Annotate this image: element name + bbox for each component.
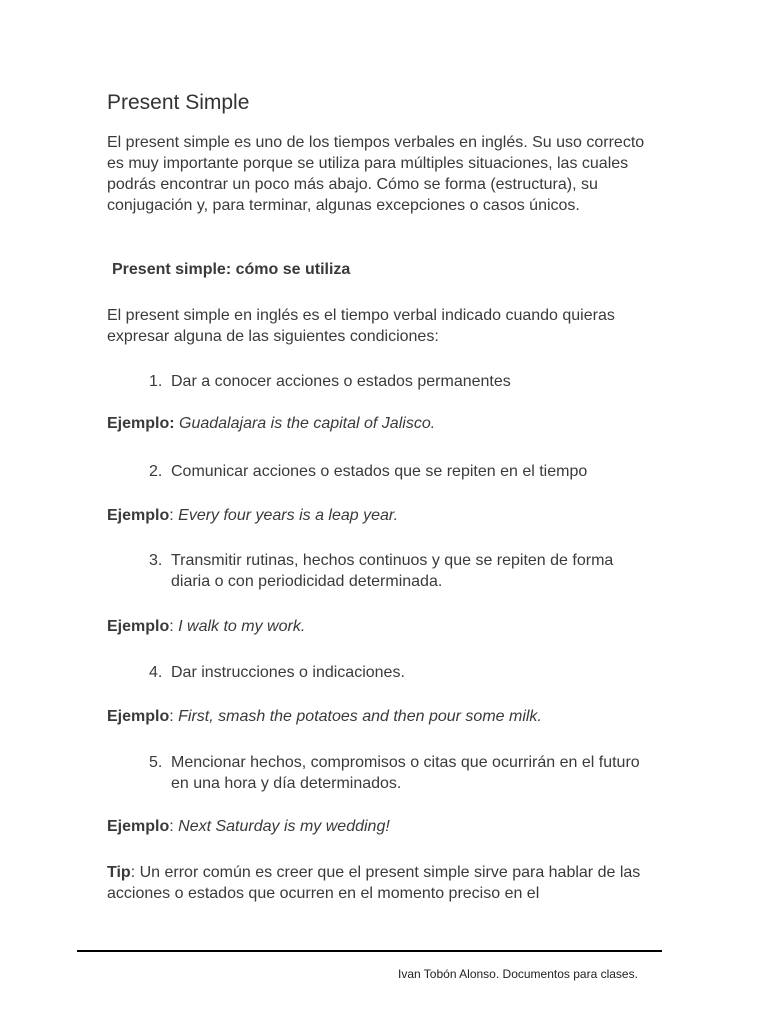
- list-item-text: Transmitir rutinas, hechos continuos y que se repiten de forma diaria o con periodicidad determinada.: [171, 552, 614, 590]
- list-item: [149, 461, 649, 482]
- example-label: Ejemplo:: [107, 415, 175, 432]
- example-separator: :: [169, 507, 174, 524]
- example-line: [107, 818, 390, 836]
- list-item-number: 2.: [149, 463, 163, 480]
- example-line: [107, 708, 542, 726]
- example-label: Ejemplo: [107, 708, 170, 725]
- list-item: [149, 371, 649, 392]
- footer-divider: [77, 950, 662, 952]
- example-label: Ejemplo: [107, 507, 170, 524]
- page-title: Present Simple: [107, 91, 250, 114]
- list-item: [149, 662, 649, 683]
- tip-text: : Un error común es creer que el present simple sirve para hablar de las acciones o estados que ocurren en el momento preciso en el: [107, 864, 641, 902]
- list-item-number: 5.: [149, 754, 163, 771]
- example-line: [107, 507, 398, 525]
- footer-text: Ivan Tobón Alonso. Documentos para clases.: [398, 967, 638, 981]
- example-text: Every four years is a leap year.: [178, 507, 399, 524]
- example-line: [107, 415, 435, 433]
- example-text: First, smash the potatoes and then pour some milk.: [178, 708, 542, 725]
- example-text: I walk to my work.: [178, 618, 306, 635]
- list-item-number: 1.: [149, 373, 163, 390]
- list-item-text: Dar a conocer acciones o estados permanentes: [171, 373, 511, 390]
- section-intro-paragraph: El present simple en inglés es el tiempo verbal indicado cuando quieras expresar alguna de las siguientes condiciones:: [107, 307, 615, 345]
- example-text: Next Saturday is my wedding!: [178, 818, 390, 835]
- list-item: [149, 752, 649, 794]
- list-item: [149, 550, 649, 592]
- list-item-text: Dar instrucciones o indicaciones.: [171, 664, 405, 681]
- list-item-number: 4.: [149, 664, 163, 681]
- tip-label: Tip: [107, 864, 131, 881]
- tip-paragraph: [107, 862, 652, 904]
- example-label: Ejemplo: [107, 818, 170, 835]
- example-separator: :: [169, 818, 174, 835]
- example-text: Guadalajara is the capital of Jalisco.: [179, 415, 436, 432]
- list-item-text: Mencionar hechos, compromisos o citas que ocurrirán en el futuro en una hora y día determinados.: [171, 754, 640, 792]
- example-separator: :: [169, 708, 174, 725]
- section-heading: Present simple: cómo se utiliza: [112, 261, 351, 278]
- list-item-text: Comunicar acciones o estados que se repiten en el tiempo: [171, 463, 588, 480]
- example-separator: :: [169, 618, 174, 635]
- example-label: Ejemplo: [107, 618, 170, 635]
- example-line: [107, 618, 305, 636]
- list-item-number: 3.: [149, 552, 163, 569]
- intro-paragraph: El present simple es uno de los tiempos verbales en inglés. Su uso correcto es muy importante porque se utiliza para múltiples situaciones, las cuales podrás encontrar un poco más abajo. Cómo se forma (estructura), su conjugación y, para terminar, algunas excepciones o casos únicos.: [107, 134, 645, 214]
